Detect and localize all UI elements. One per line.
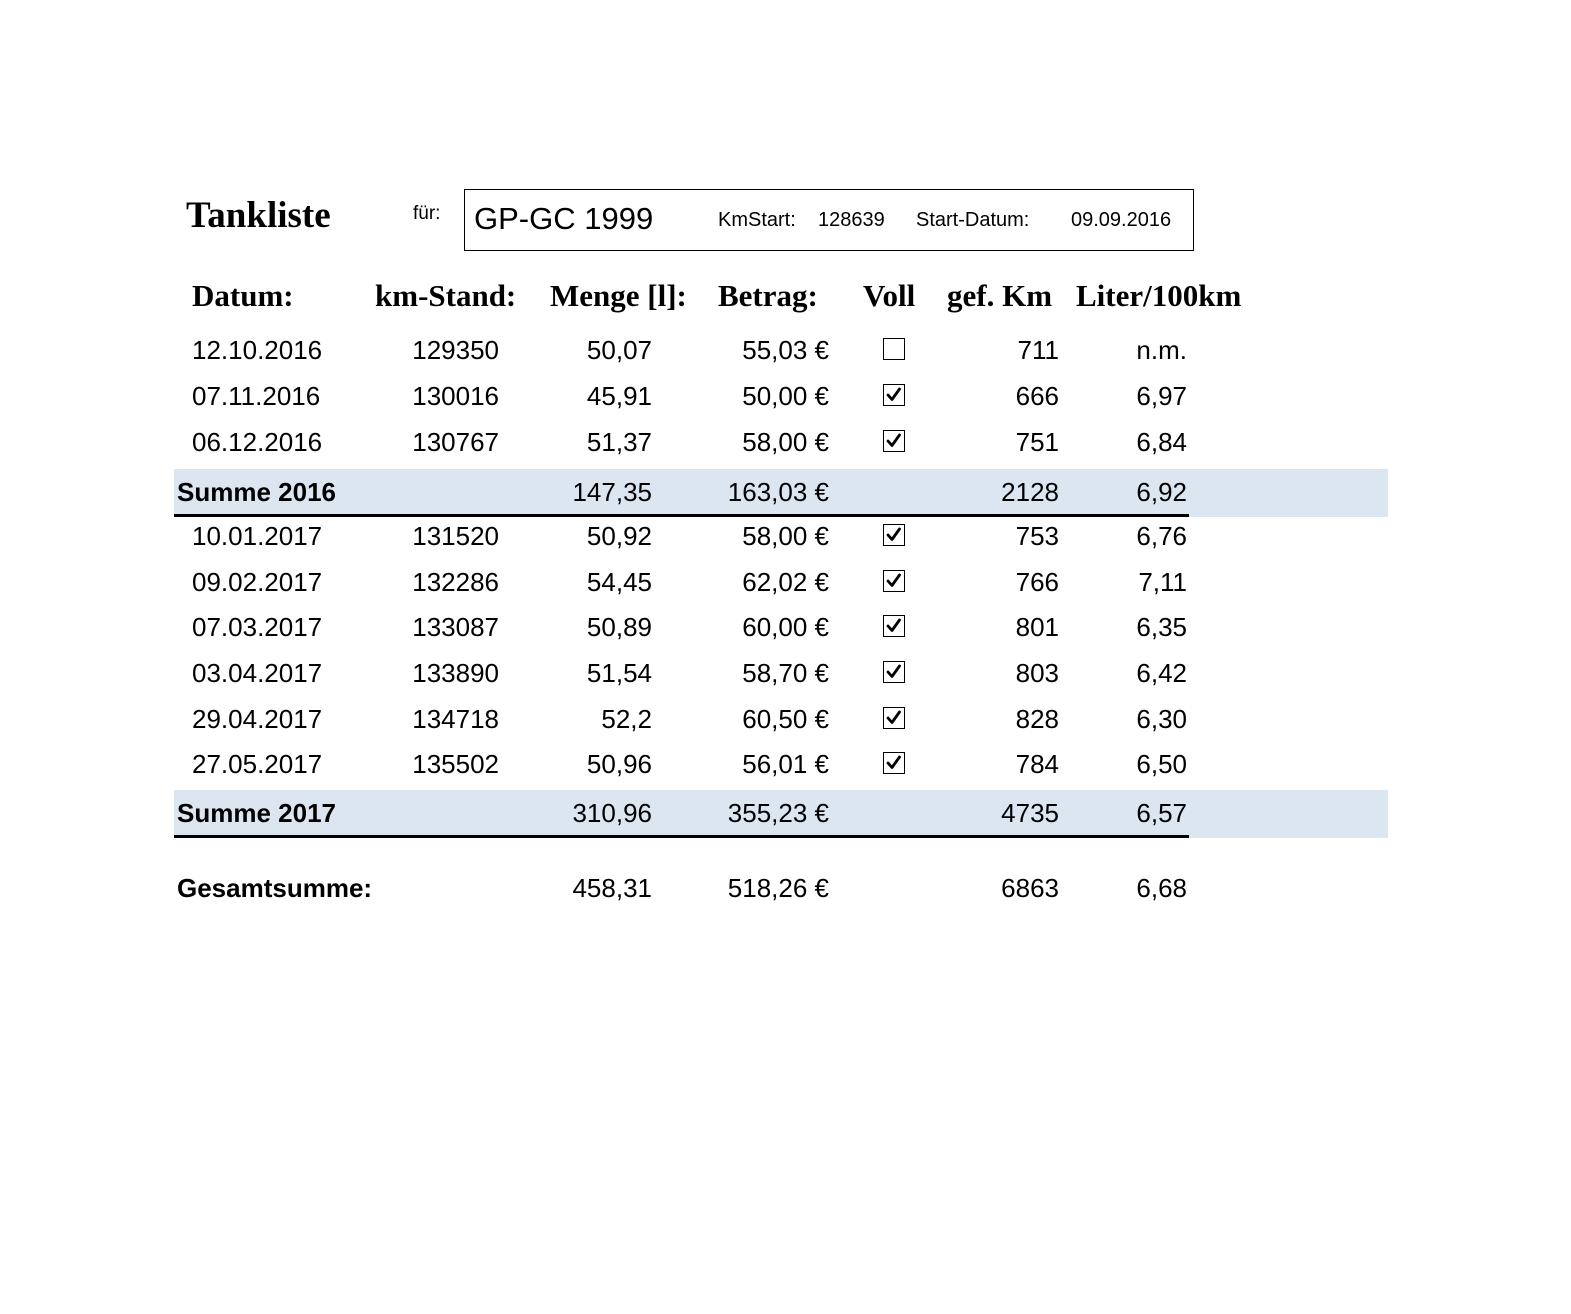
total-row	[174, 865, 1388, 911]
checkbox-checked-icon[interactable]	[883, 661, 905, 683]
col-header-km-stand: km-Stand:	[375, 278, 517, 313]
sum-gef-km: 2128	[1001, 477, 1059, 507]
startdatum-value: 09.09.2016	[1071, 209, 1172, 231]
startdatum-label: Start-Datum:	[916, 209, 1030, 231]
total-label: Gesamtsumme:	[177, 873, 373, 903]
cell-liter-100km: 6,76	[1136, 521, 1187, 551]
cell-gef-km: 803	[1015, 658, 1059, 688]
col-header-voll: Voll	[863, 278, 916, 313]
col-header-datum: Datum:	[192, 278, 294, 313]
checkbox-checked-icon[interactable]	[883, 707, 905, 729]
cell-km-stand: 133087	[412, 612, 499, 642]
cell-betrag: 58,00 €	[742, 521, 829, 551]
sum-row-2016	[174, 469, 1388, 517]
sum-label: Summe 2016	[177, 477, 336, 507]
table-row	[174, 741, 1388, 787]
cell-liter-100km: 6,42	[1136, 658, 1187, 688]
cell-km-stand: 133890	[412, 658, 499, 688]
cell-liter-100km: 6,97	[1136, 381, 1187, 411]
cell-km-stand: 134718	[412, 704, 499, 734]
cell-gef-km: 666	[1015, 381, 1059, 411]
cell-menge: 50,89	[586, 612, 652, 642]
col-header-liter-100km: Liter/100km	[1076, 278, 1242, 313]
cell-menge: 52,2	[601, 704, 652, 734]
cell-datum: 27.05.2017	[192, 749, 323, 779]
cell-datum: 10.01.2017	[192, 521, 323, 551]
cell-liter-100km: n.m.	[1136, 335, 1187, 365]
table-row	[174, 650, 1388, 696]
cell-menge: 50,92	[586, 521, 652, 551]
sum-row-2017	[174, 790, 1388, 838]
cell-gef-km: 828	[1015, 704, 1059, 734]
cell-betrag: 56,01 €	[742, 749, 829, 779]
cell-betrag: 58,00 €	[742, 427, 829, 457]
cell-gef-km: 751	[1015, 427, 1059, 457]
cell-datum: 09.02.2017	[192, 567, 323, 597]
cell-menge: 51,54	[586, 658, 652, 688]
table-row	[174, 513, 1388, 559]
cell-betrag: 50,00 €	[742, 381, 829, 411]
cell-menge: 50,07	[586, 335, 652, 365]
cell-liter-100km: 6,84	[1136, 427, 1187, 457]
total-menge: 458,31	[572, 873, 652, 903]
cell-km-stand: 132286	[412, 567, 499, 597]
col-header-menge: Menge [l]:	[550, 278, 687, 313]
license-plate: GP-GC 1999	[474, 201, 654, 236]
total-gef-km: 6863	[1001, 873, 1059, 903]
checkbox-checked-icon[interactable]	[883, 384, 905, 406]
cell-gef-km: 784	[1015, 749, 1059, 779]
sum-betrag: 163,03 €	[727, 477, 829, 507]
total-betrag: 518,26 €	[727, 873, 829, 903]
cell-km-stand: 135502	[412, 749, 499, 779]
cell-betrag: 60,00 €	[742, 612, 829, 642]
cell-betrag: 58,70 €	[742, 658, 829, 688]
sum-gef-km: 4735	[1001, 798, 1059, 828]
fuer-label: für:	[413, 203, 441, 224]
sum-liter-100km: 6,57	[1136, 798, 1187, 828]
cell-betrag: 60,50 €	[742, 704, 829, 734]
checkbox-checked-icon[interactable]	[883, 524, 905, 546]
sum-betrag: 355,23 €	[727, 798, 829, 828]
cell-km-stand: 130016	[412, 381, 499, 411]
cell-datum: 07.03.2017	[192, 612, 323, 642]
cell-menge: 54,45	[586, 567, 652, 597]
checkbox-checked-icon[interactable]	[883, 752, 905, 774]
cell-liter-100km: 6,50	[1136, 749, 1187, 779]
col-header-gef-km: gef. Km	[947, 278, 1053, 313]
cell-datum: 03.04.2017	[192, 658, 323, 688]
cell-betrag: 55,03 €	[742, 335, 829, 365]
cell-datum: 06.12.2016	[192, 427, 323, 457]
cell-datum: 12.10.2016	[192, 335, 323, 365]
sum-label: Summe 2017	[177, 798, 336, 828]
cell-km-stand: 129350	[412, 335, 499, 365]
cell-liter-100km: 6,35	[1136, 612, 1187, 642]
checkbox-checked-icon[interactable]	[883, 615, 905, 637]
divider	[174, 835, 1189, 838]
checkbox-checked-icon[interactable]	[883, 570, 905, 592]
table-row	[174, 559, 1388, 605]
page-title: Tankliste	[186, 195, 331, 236]
cell-km-stand: 130767	[412, 427, 499, 457]
cell-gef-km: 766	[1015, 567, 1059, 597]
table-row	[174, 327, 1388, 373]
cell-datum: 29.04.2017	[192, 704, 323, 734]
cell-gef-km: 711	[1017, 335, 1059, 365]
table-row	[174, 696, 1388, 742]
cell-liter-100km: 7,11	[1138, 567, 1187, 597]
col-header-betrag: Betrag:	[718, 278, 818, 313]
cell-menge: 45,91	[586, 381, 652, 411]
sum-liter-100km: 6,92	[1136, 477, 1187, 507]
cell-datum: 07.11.2016	[192, 381, 321, 411]
cell-gef-km: 801	[1015, 612, 1059, 642]
cell-gef-km: 753	[1015, 521, 1059, 551]
sum-menge: 147,35	[572, 477, 652, 507]
checkbox-checked-icon[interactable]	[883, 430, 905, 452]
table-row	[174, 419, 1388, 465]
kmstart-value: 128639	[818, 209, 885, 231]
cell-menge: 50,96	[586, 749, 652, 779]
kmstart-label: KmStart:	[718, 209, 796, 231]
cell-liter-100km: 6,30	[1136, 704, 1187, 734]
cell-km-stand: 131520	[412, 521, 499, 551]
table-row	[174, 604, 1388, 650]
total-liter-100km: 6,68	[1136, 873, 1187, 903]
checkbox-empty-icon[interactable]	[883, 338, 905, 360]
table-row	[174, 373, 1388, 419]
cell-menge: 51,37	[586, 427, 652, 457]
cell-betrag: 62,02 €	[742, 567, 829, 597]
sum-menge: 310,96	[572, 798, 652, 828]
